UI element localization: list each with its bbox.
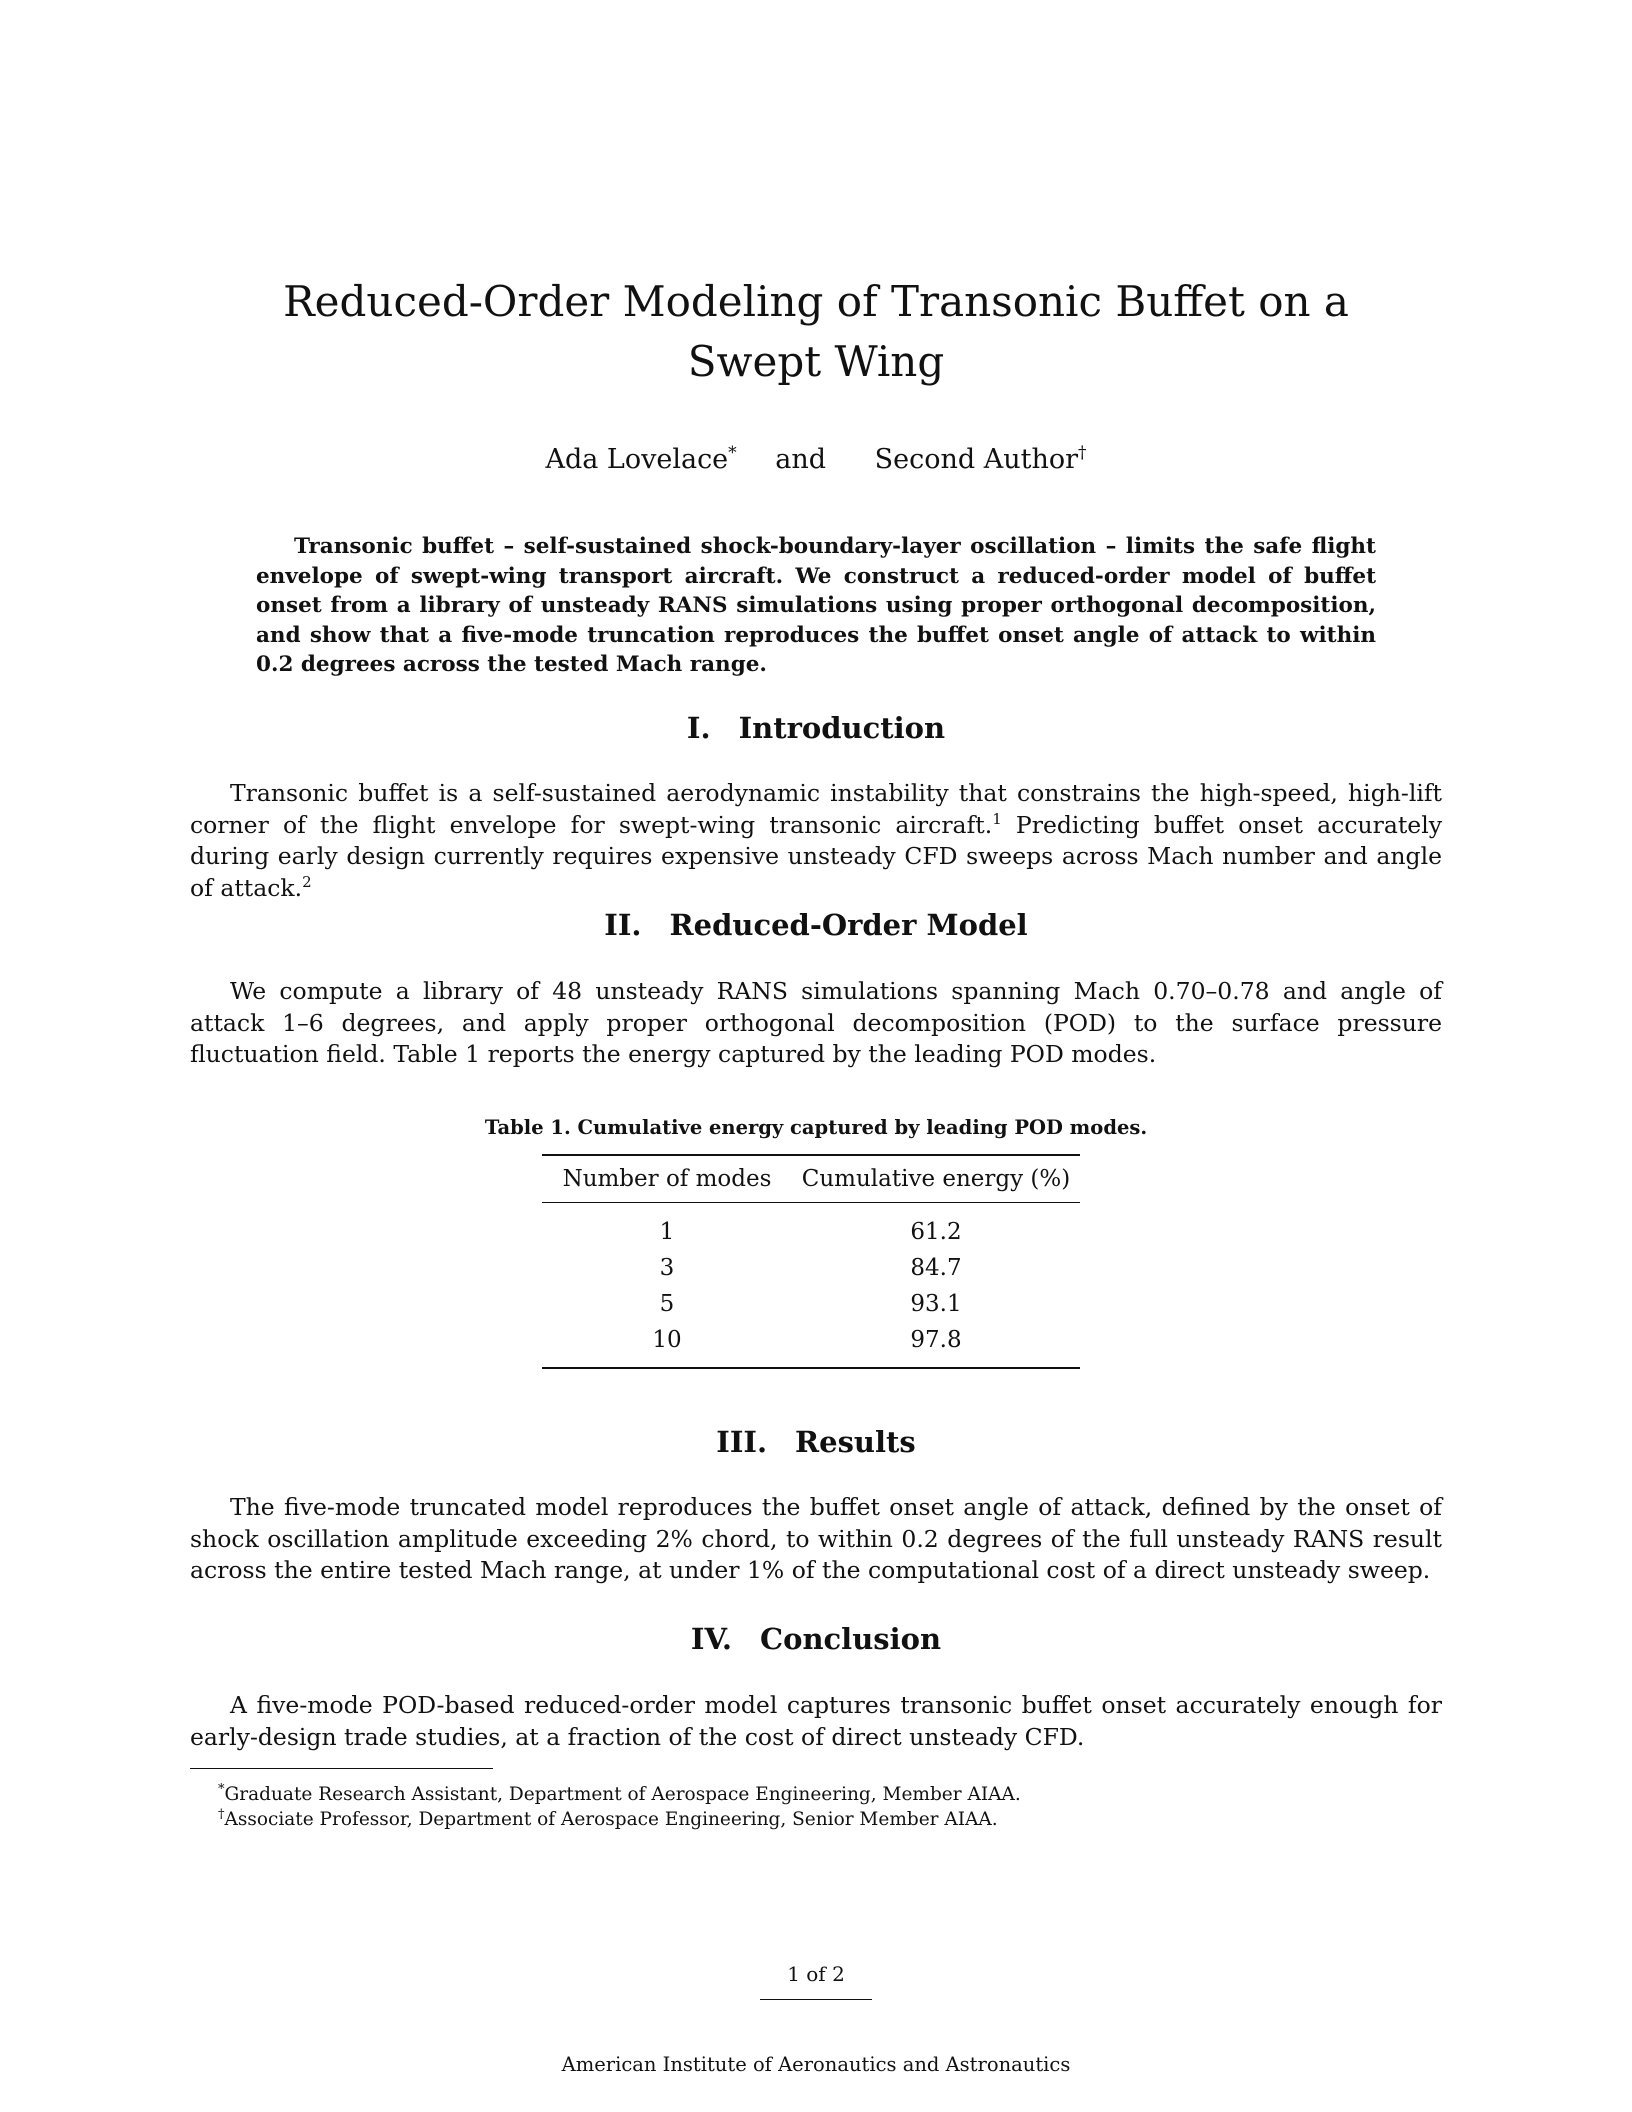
footnote-rule <box>190 1768 493 1769</box>
table-row <box>542 1322 1080 1368</box>
table-row <box>542 1250 1080 1286</box>
table-header-energy: Cumulative energy (%) <box>801 1166 1071 1192</box>
table-row <box>542 1286 1080 1322</box>
table-row <box>542 1203 1080 1251</box>
table-header-modes: Number of modes <box>562 1166 772 1192</box>
section-title: Conclusion <box>760 1622 942 1656</box>
footnote-text: Graduate Research Assistant, Department of Aerospace Engineering, Member AIAA. <box>224 1784 1021 1806</box>
table-cell-energy: 93.1 <box>910 1291 962 1317</box>
author-list <box>200 436 1432 477</box>
table-cell-energy: 61.2 <box>910 1219 962 1245</box>
section-number: III. <box>716 1425 768 1459</box>
author-first-mark: * <box>728 443 737 463</box>
table-caption: Table 1. Cumulative energy captured by leading POD modes. <box>484 1116 1148 1139</box>
author-conjunction: and <box>775 444 827 475</box>
conclusion-paragraph: A five-mode POD-based reduced-order model captures transonic buffet onset accurately enough for early-design trade studies, at a fraction of the cost of direct unsteady CFD. <box>190 1691 1442 1751</box>
section-heading-results <box>190 1425 1442 1459</box>
table-header-row <box>542 1155 1080 1203</box>
page-number: 1 of 2 <box>787 1962 845 1986</box>
page-number-rule <box>760 1999 872 2000</box>
section-number: II. <box>604 908 642 942</box>
footnote-mark: † <box>218 1807 225 1822</box>
footnote-text: Associate Professor, Department of Aerospace Engineering, Senior Member AIAA. <box>224 1809 998 1831</box>
table-cell-energy: 84.7 <box>910 1255 962 1281</box>
footnote-2 <box>218 1802 998 1832</box>
publisher-footer: American Institute of Aeronautics and Astronautics <box>561 2053 1071 2076</box>
section-heading-conclusion <box>190 1622 1442 1656</box>
author-second-mark: † <box>1078 443 1087 463</box>
results-paragraph: The five-mode truncated model reproduces the buffet onset angle of attack, defined by the onset of shock oscillation amplitude exceeding 2% chord, to within 0.2 degrees of the full unsteady RANS result across the entire tested Mach range, at under 1% of the computational cost of a direct unsteady sweep. <box>190 1493 1442 1584</box>
intro-text-a: Transonic buffet is a self-sustained aerodynamic instability that constrains the high-speed, high-lift corner of the flight envelope for swept-wing transonic aircraft. <box>190 779 1442 839</box>
intro-text-b: Predicting buffet onset accurately during early design currently requires expensive unsteady CFD sweeps across Mach number and angle of attack. <box>190 810 1442 902</box>
section-heading-model <box>190 908 1442 942</box>
paper-title <box>200 272 1432 392</box>
energy-table <box>542 1154 1080 1369</box>
citation-1: 1 <box>992 809 1002 828</box>
author-second: Second Author <box>874 444 1079 475</box>
section-heading-introduction <box>190 711 1442 745</box>
abstract: Transonic buffet – self-sustained shock-boundary-layer oscillation – limits the safe flight envelope of swept-wing transport aircraft. We construct a reduced-order model of buffet onset from a library of unsteady RANS simulations using proper orthogonal decomposition, and show that a five-mode truncation reproduces the buffet onset angle of attack to within 0.2 degrees across the tested Mach range. <box>256 534 1376 677</box>
section-title: Results <box>795 1425 916 1459</box>
citation-2: 2 <box>302 872 312 891</box>
section-title: Reduced-Order Model <box>669 908 1028 942</box>
section-number: I. <box>686 711 711 745</box>
table-cell-modes: 10 <box>542 1322 792 1368</box>
title-line-1: Reduced-Order Modeling of Transonic Buffet on a <box>283 277 1349 326</box>
table-cell-modes: 1 <box>659 1219 675 1245</box>
footnote-mark: * <box>218 1782 225 1797</box>
title-line-2: Swept Wing <box>687 337 945 386</box>
table-cell-modes: 3 <box>659 1255 675 1281</box>
section-title: Introduction <box>738 711 946 745</box>
model-paragraph: We compute a library of 48 unsteady RANS simulations spanning Mach 0.70–0.78 and angle of attack 1–6 degrees, and apply proper orthogonal decomposition (POD) to the surface pressure fluctuation field. Table 1 reports the energy captured by the leading POD modes. <box>190 977 1442 1068</box>
table-cell-modes: 5 <box>659 1291 675 1317</box>
author-first: Ada Lovelace <box>545 444 729 475</box>
section-number: IV. <box>690 1622 733 1656</box>
introduction-paragraph <box>190 778 1442 904</box>
table-cell-energy: 97.8 <box>792 1322 1080 1368</box>
